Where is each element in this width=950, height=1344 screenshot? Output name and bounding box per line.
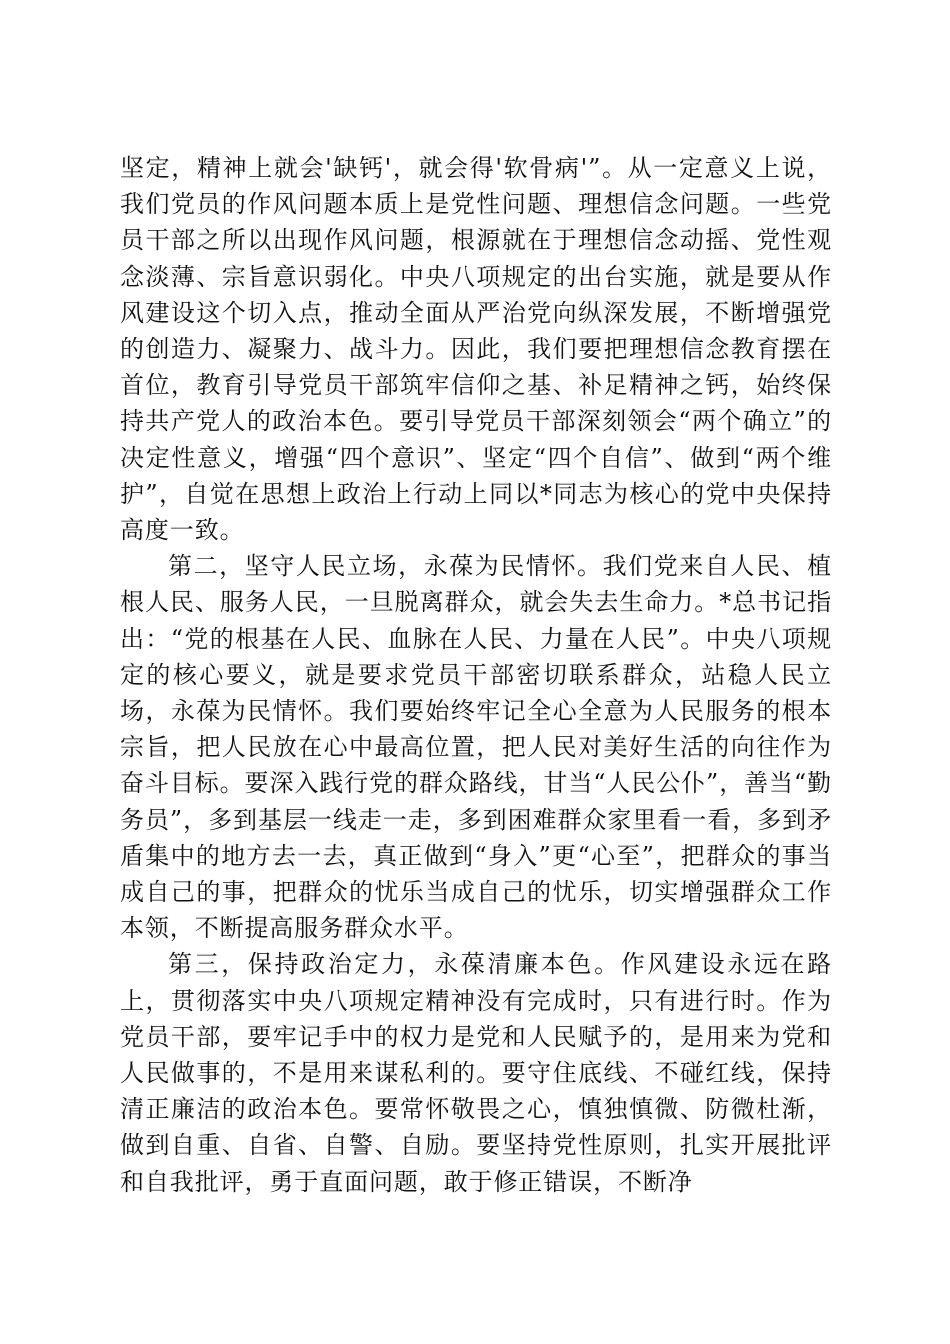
document-body [120,150,832,1200]
paragraph-1: 坚定，精神上就会'缺钙'，就会得'软骨病'”。从一定意义上说，我们党员的作风问题本质上是党性问题、理想信念问题。一些党员干部之所以出现作风问题，根源就在于理想信念动摇、党性观念淡薄、宗旨意识弱化。中央八项规定的出台实施，就是要从作风建设这个切入点，推动全面从严治党向纵深发展，不断增强党的创造力、凝聚力、战斗力。因此，我们要把理想信念教育摆在首位，教育引导党员干部筑牢信仰之基、补足精神之钙，始终保持共产党人的政治本色。要引导党员干部深刻领会“两个确立”的决定性意义，增强“四个意识”、坚定“四个自信”、做到“两个维护”，自觉在思想上政治上行动上同以*同志为核心的党中央保持高度一致。 [120,154,832,545]
paragraph-2: 第二，坚守人民立场，永葆为民情怀。我们党来自人民、植根人民、服务人民，一旦脱离群众，就会失去生命力。*总书记指出：“党的根基在人民、血脉在人民、力量在人民”。中央八项规定的核心要义，就是要求党员干部密切联系群众，站稳人民立场，永葆为民情怀。我们要始终牢记全心全意为人民服务的根本宗旨，把人民放在心中最高位置，把人民对美好生活的向往作为奋斗目标。要深入践行党的群众路线，甘当“人民公仆”，善当“勤务员”，多到基层一线走一走，多到困难群众家里看一看，多到矛盾集中的地方去一去，真正做到“身入”更“心至”，把群众的事当成自己的事，把群众的忧乐当成自己的忧乐，切实增强群众工作本领，不断提高服务群众水平。 [120,552,832,943]
paragraph-3: 第三，保持政治定力，永葆清廉本色。作风建设永远在路上，贯彻落实中央八项规定精神没有完成时，只有进行时。作为党员干部，要牢记手中的权力是党和人民赋予的，是用来为党和人民做事的，不是用来谋私利的。要守住底线、不碰红线，保持清正廉洁的政治本色。要常怀敬畏之心，慎独慎微、防微杜渐，做到自重、自省、自警、自励。要坚持党性原则，扎实开展批评和自我批评，勇于直面问题，敢于修正错误，不断净 [120,950,832,1196]
